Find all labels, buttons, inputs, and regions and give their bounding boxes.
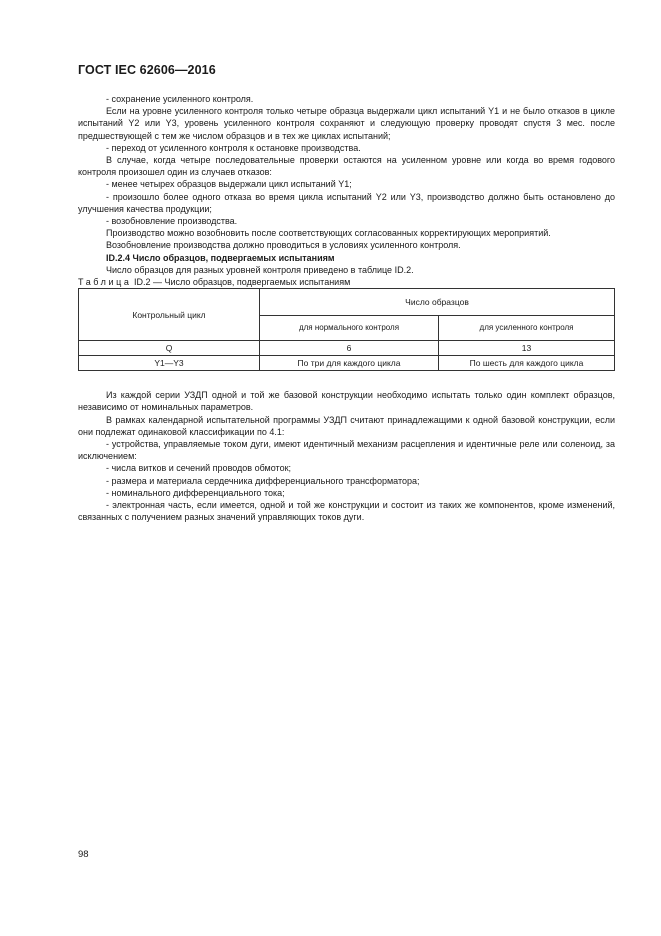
text-line: - электронная часть, если имеется, одной и той же конструкции и состоит из таких же компонентов, кроме изменений, связанных с получением разных значений управляющих токов дуги. xyxy=(78,500,615,523)
table-header-row xyxy=(79,289,615,316)
paragraph: Число образцов для разных уровней контроля приведено в таблице ID.2. xyxy=(106,264,414,275)
table-row xyxy=(79,341,615,356)
text-line: - размера и материала сердечника дифференциального трансформатора; xyxy=(106,475,420,486)
cell-normal: 6 xyxy=(260,341,439,356)
cell-cycle: Y1—Y3 xyxy=(79,356,260,371)
cell-enhanced: По шесть для каждого цикла xyxy=(439,356,615,371)
header-sample-count: Число образцов xyxy=(260,289,615,316)
cell-normal: По три для каждого цикла xyxy=(260,356,439,371)
text-line: - произошло более одного отказа во время цикла испытаний Y2 или Y3, производство должно быть остановлено до улучшения качества продукции; xyxy=(78,191,615,214)
text-line: - сохранение усиленного контроля. xyxy=(106,94,254,104)
text-line: - возобновление производства. xyxy=(106,216,238,227)
header-enhanced: для усиленного контроля xyxy=(439,316,615,341)
table-caption-word: Таблица xyxy=(78,277,132,288)
document-header: ГОСТ IEC 62606—2016 xyxy=(78,63,216,77)
paragraph: В рамках календарной испытательной программы УЗДП считают принадлежащими к одной базовой конструкции, если они подлежат одинаковой классификации по 4.1: xyxy=(78,414,615,437)
document-body xyxy=(78,93,615,523)
paragraph: В случае, когда четыре последовательные проверки остаются на усиленном уровне или когда во время годового контроля произошел один из случаев отказов: xyxy=(78,155,615,178)
text-line: - числа витков и сечений проводов обмоток; xyxy=(106,463,292,474)
paragraph: Из каждой серии УЗДП одной и той же базовой конструкции необходимо испытать только один комплект образцов, независимо от номинальных параметров. xyxy=(78,390,615,413)
body-bottom xyxy=(78,389,615,523)
cell-cycle: Q xyxy=(79,341,260,356)
paragraph: Производство можно возобновить после соответствующих согласованных корректирующих мероприятий. xyxy=(106,228,551,239)
page-number: 98 xyxy=(78,849,89,860)
text-line: - номинального дифференциального тока; xyxy=(106,487,285,498)
table-caption-text: ID.2 — Число образцов, подвергаемых испытаниям xyxy=(131,277,351,288)
samples-table xyxy=(78,288,615,371)
text-line: - переход от усиленного контроля к остановке производства. xyxy=(106,142,361,153)
body-top xyxy=(78,93,615,276)
table-row xyxy=(79,356,615,371)
header-normal: для нормального контроля xyxy=(260,316,439,341)
header-cycle: Контрольный цикл xyxy=(79,289,260,341)
paragraph: Возобновление производства должно проводиться в условиях усиленного контроля. xyxy=(106,240,461,251)
section-heading: ID.2.4 Число образцов, подвергаемых испытаниям xyxy=(106,252,335,263)
text-line: - устройства, управляемые током дуги, имеют идентичный механизм расцепления и идентичные реле или соленоид, за исключением: xyxy=(78,439,615,462)
paragraph: Если на уровне усиленного контроля только четыре образца выдержали цикл испытаний Y1 и не было отказов в цикле испытаний Y2 или Y3, уровень усиленного контроля сохраняют и следующую проверку проводят спустя 3 мес. после предшествующей с тем же числом образцов и в тех же циклах испытаний; xyxy=(78,106,615,141)
cell-enhanced: 13 xyxy=(439,341,615,356)
text-line: - менее четырех образцов выдержали цикл испытаний Y1; xyxy=(106,179,352,190)
table-caption xyxy=(78,276,615,288)
